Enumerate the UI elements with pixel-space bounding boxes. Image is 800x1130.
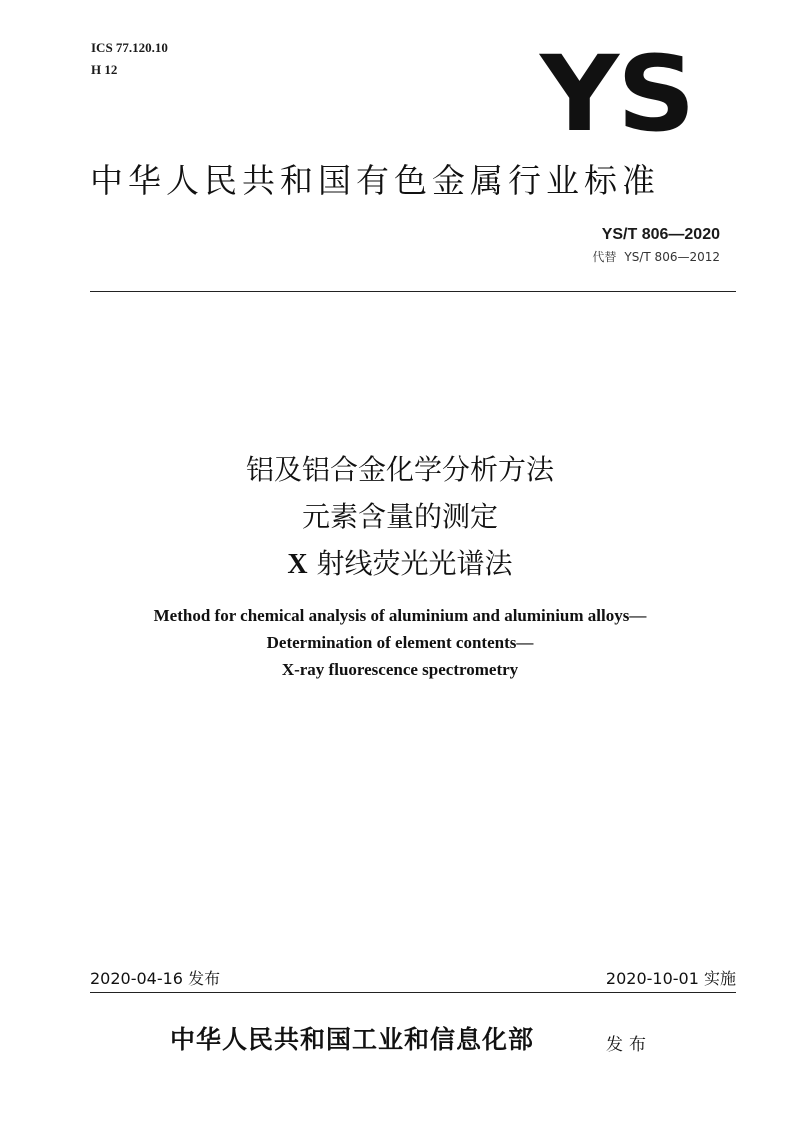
english-title-line-2: Determination of element contents—: [266, 633, 534, 652]
chinese-title-line-2: 元素含量的测定: [301, 500, 498, 533]
english-title-line-3: X-ray fluorescence spectrometry: [281, 660, 519, 679]
standard-number: YS/T 806—2020: [601, 226, 720, 243]
bottom-divider: [90, 992, 736, 993]
chinese-title: [0, 446, 800, 588]
chinese-title-line-1: 铝及铝合金化学分析方法: [245, 453, 554, 486]
issue-date: 2020-04-16 发布: [90, 969, 221, 988]
header-title: 中华人民共和国有色金属行业标准: [90, 161, 660, 200]
chinese-title-line-3: [0, 540, 800, 588]
english-title-line-1: Method for chemical analysis of aluminium and aluminium alloys—: [153, 606, 647, 625]
replaces-line: [584, 248, 720, 265]
issuer-name: 中华人民共和国工业和信息化部: [170, 1025, 535, 1054]
implementation-date: 2020-10-01 实施: [605, 969, 736, 988]
replaces-label: 代替: [592, 250, 617, 264]
chinese-title-line-3-rest: 射线荧光光谱法: [307, 547, 513, 580]
ys-logo: YS: [540, 33, 694, 155]
english-title: [0, 602, 800, 683]
replaces-number: YS/T 806—2012: [624, 250, 720, 264]
chinese-title-x: X: [287, 549, 308, 580]
top-divider: [90, 291, 736, 292]
ccs-code: H 12: [91, 62, 118, 77]
issuer-action: 发布: [606, 1035, 652, 1055]
ics-code: ICS 77.120.10: [91, 40, 168, 55]
